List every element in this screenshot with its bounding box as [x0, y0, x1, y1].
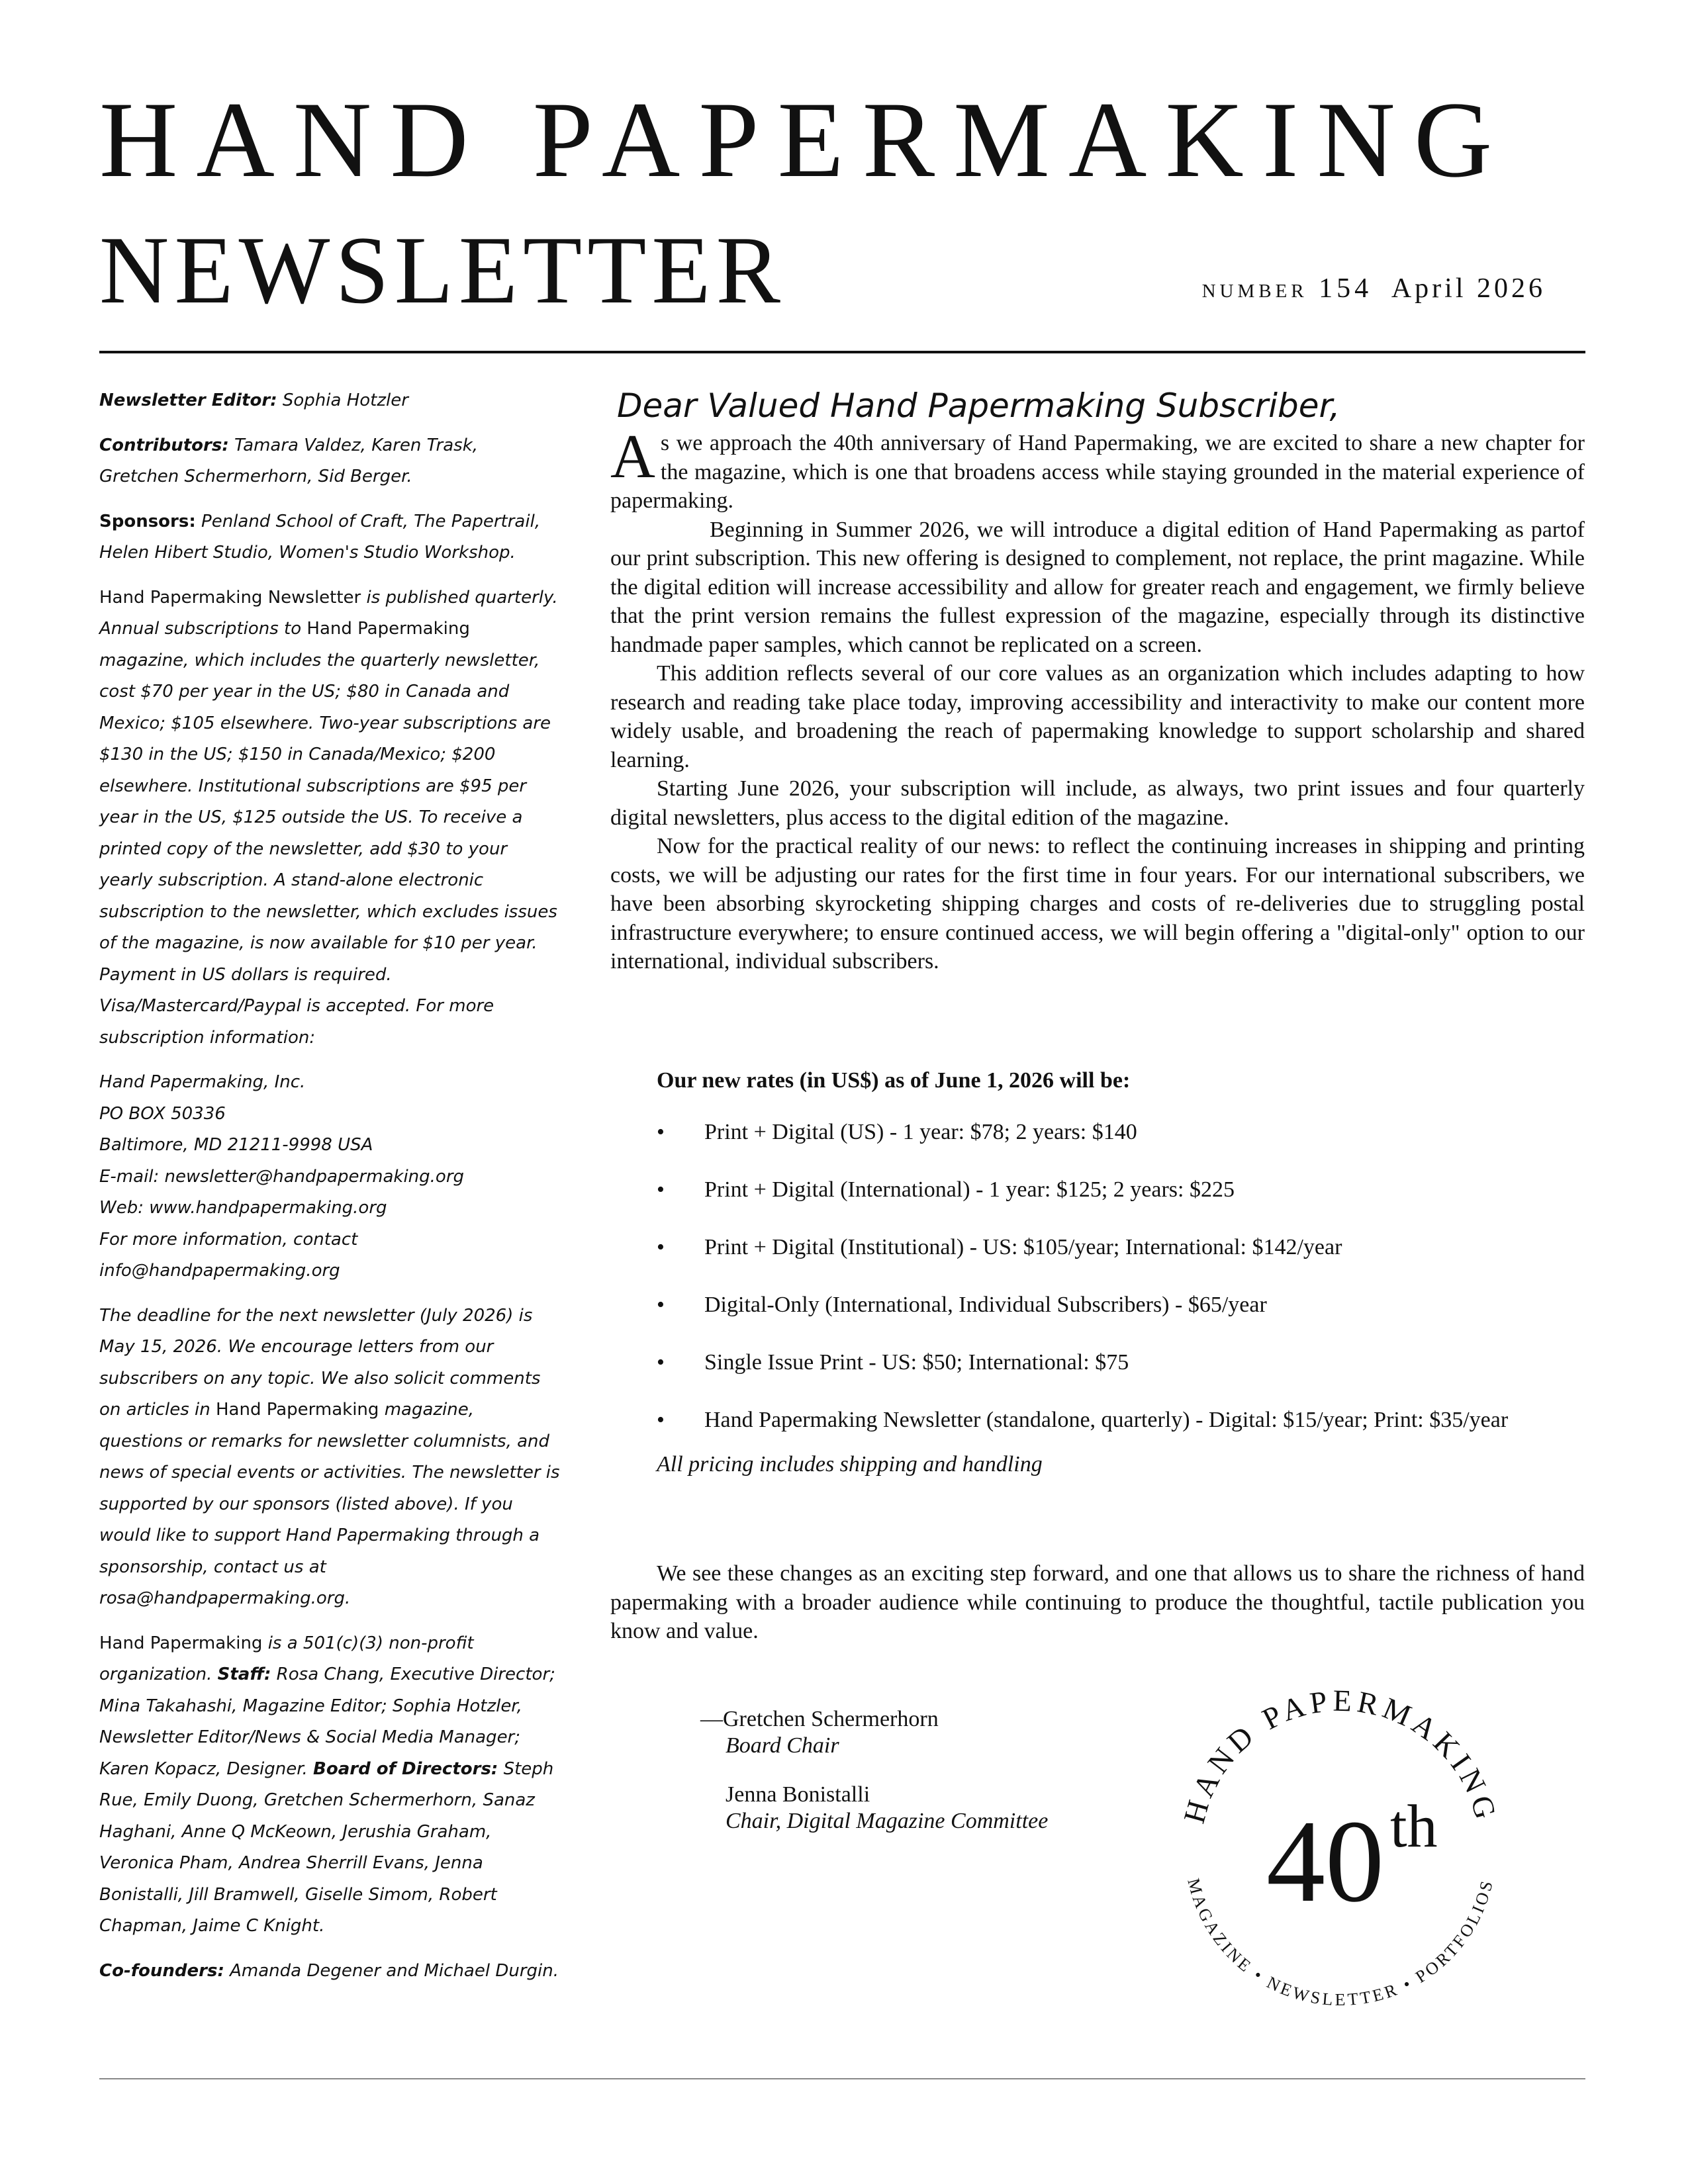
address-line: For more information, contact	[99, 1229, 358, 1250]
signature-role: Board Chair	[726, 1733, 839, 1758]
sponsors-label: Sponsors:	[99, 511, 196, 531]
editor-name: Sophia Hotzler	[282, 390, 408, 410]
deadline-info	[99, 1300, 563, 1615]
bullet-icon: •	[657, 1350, 665, 1375]
rate-item	[657, 1116, 1597, 1173]
signature-name: —Gretchen Schermerhorn	[700, 1707, 939, 1731]
subscription-magazine: Hand Papermaking	[306, 619, 470, 639]
footer-divider	[99, 2078, 1585, 2079]
anniversary-seal	[1152, 1661, 1529, 2038]
contributors-credit	[99, 430, 563, 493]
rate-item	[657, 1346, 1597, 1404]
editor-credit	[99, 385, 563, 417]
subscription-name: Hand Papermaking Newsletter	[99, 587, 361, 608]
contact-address	[99, 1067, 563, 1287]
editor-label: Newsletter Editor:	[99, 390, 277, 410]
staff-label: Staff:	[217, 1664, 271, 1684]
address-line: PO BOX 50336	[99, 1103, 226, 1124]
seal-bottom-text: MAGAZINE • NEWSLETTER • PORTFOLIOS	[1184, 1876, 1497, 2010]
rates-title: Our new rates (in US$) as of June 1, 2026 will be:	[657, 1068, 1131, 1093]
contributors-names: Tamara Valdez, Karen Trask, Gretchen Schermerhorn, Sid Berger.	[99, 435, 479, 486]
deadline-text-1: The deadline for the next newsletter (July 2026) is May 15, 2026. We encourage letters from our subscribers on any topic. We also solicit comments on articles in	[99, 1305, 541, 1420]
rate-text: Print + Digital (US) - 1 year: $78; 2 years: $140	[704, 1120, 1137, 1144]
staff-names: Rosa Chang, Executive Director; Mina Takahashi, Magazine Editor; Sophia Hotzler, Newsletter Editor/News & Social Media Manager; Karen Kopacz, Designer.	[99, 1664, 555, 1779]
letter-paragraph: This addition reflects several of our core values as an organization which includes adapting to how research and reading take place today, improving accessibility and interactivity to make our content more widely usable, and broadening the reach of papermaking knowledge to support scholarship and shared learning.	[610, 661, 1585, 772]
seal-suffix: th	[1390, 1792, 1438, 1860]
letter-greeting: Dear Valued Hand Papermaking Subscriber,	[617, 387, 1340, 425]
org-text: is a 501(c)(3) non-profit organization.	[99, 1633, 474, 1684]
contributors-label: Contributors:	[99, 435, 229, 455]
letter-paragraph	[610, 422, 1585, 516]
signature-name: Jenna Bonistalli	[726, 1782, 870, 1807]
paragraph-text: s we approach the 40th anniversary of Hand Papermaking, we are excited to share a new chapter for the magazine, which is one that broadens access while staying grounded in the material experience of papermaking.	[610, 431, 1585, 513]
sponsors-credit	[99, 506, 563, 569]
address-line: Baltimore, MD 21211-9998 USA	[99, 1135, 373, 1155]
bullet-icon: •	[657, 1235, 665, 1259]
rate-item	[657, 1173, 1597, 1231]
rate-item	[657, 1231, 1597, 1289]
subscription-text-2: magazine, which includes the quarterly newsletter, cost $70 per year in the US; $80 in Canada and Mexico; $105 elsewhere. Two-year subscriptions are $130 in the US; $150 in Canada/Mexico; $200 elsewhere. Institutional subscriptions are $95 per year in the US, $125 outside the US. To receive a printed copy of the newsletter, add $30 to your yearly subscription. A stand-alone electronic subscription to the newsletter, which excludes issues of the magazine, is now available for $10 per year. Payment in US dollars is required. Visa/Mastercard/Paypal is accepted. For more subscription information:	[99, 650, 557, 1048]
masthead-title: HAND PAPERMAKING	[99, 80, 1511, 200]
sponsors-names: Penland School of Craft, The Papertrail, Helen Hibert Studio, Women's Studio Workshop.	[99, 511, 541, 563]
rate-item	[657, 1289, 1597, 1346]
rates-note: All pricing includes shipping and handling	[657, 1452, 1043, 1477]
seal-number: 40	[1266, 1796, 1384, 1927]
rate-text: Print + Digital (International) - 1 year: $125; 2 years: $225	[704, 1177, 1235, 1202]
org-name: Hand Papermaking	[99, 1633, 263, 1653]
rates-section	[657, 1064, 1597, 1481]
rate-text: Print + Digital (Institutional) - US: $105/year; International: $142/year	[704, 1235, 1342, 1259]
issue-number: number 154	[1201, 273, 1373, 304]
letter-paragraph: Now for the practical reality of our news: to reflect the continuing increases in shipping and printing costs, we will be adjusting our rates for the first time in four years. For our international subscribers, we have been absorbing skyrocketing shipping charges and costs of re-deliveries due to struggling postal infrastructure everywhere; to ensure continued access, we will begin offering a "digital-only" option to our international, individual subscribers.	[610, 834, 1585, 974]
web-link[interactable]: Web: www.handpapermaking.org	[99, 1198, 387, 1218]
closing-paragraph: We see these changes as an exciting step forward, and one that allows us to share the richness of hand papermaking with a broader audience while continuing to produce the thoughtful, tactile publication you know and value.	[610, 1561, 1585, 1643]
issue-date: April 2026	[1391, 273, 1546, 304]
seal-top-text: HAND PAPERMAKING	[1176, 1683, 1505, 1827]
sidebar-credits	[99, 385, 563, 2000]
subscription-info	[99, 582, 563, 1054]
address-line: Hand Papermaking, Inc.	[99, 1072, 306, 1092]
signatures	[700, 1706, 1048, 1835]
cofounders-label: Co-founders:	[99, 1960, 224, 1981]
board-label: Board of Directors:	[313, 1758, 498, 1779]
masthead-subtitle: NEWSLETTER	[99, 216, 786, 324]
rate-text: Digital-Only (International, Individual Subscribers) - $65/year	[704, 1293, 1267, 1317]
email-link[interactable]: E-mail: newsletter@handpapermaking.org	[99, 1166, 465, 1187]
letter-body	[610, 383, 1585, 976]
header-divider	[99, 351, 1585, 353]
bullet-icon: •	[657, 1293, 665, 1317]
organization-info	[99, 1628, 563, 1942]
drop-cap: A	[610, 422, 655, 491]
rate-item	[657, 1404, 1597, 1461]
rates-list	[657, 1116, 1597, 1461]
cofounders-credit	[99, 1956, 563, 1987]
bullet-icon: •	[657, 1408, 665, 1432]
cofounders-names: Amanda Degener and Michael Durgin.	[230, 1960, 559, 1981]
signature-role: Chair, Digital Magazine Committee	[726, 1809, 1049, 1833]
deadline-magazine: Hand Papermaking	[215, 1400, 379, 1420]
deadline-text-2: magazine, questions or remarks for newsletter columnists, and news of special events or activities. The newsletter is supported by our sponsors (listed above). If you would like to support Hand Papermaking through a sponsorship, contact us at rosa@handpapermaking.org.	[99, 1400, 560, 1608]
board-names: Steph Rue, Emily Duong, Gretchen Schermerhorn, Sanaz Haghani, Anne Q McKeown, Jerushia Graham, Veronica Pham, Andrea Sherrill Evans, Jenna Bonistalli, Jill Bramwell, Giselle Simom, Robert Chapman, Jaime C Knight.	[99, 1758, 554, 1936]
rate-text: Single Issue Print - US: $50; International: $75	[704, 1350, 1129, 1375]
letter-paragraph: Starting June 2026, your subscription will include, as always, two print issues and four quarterly digital newsletters, plus access to the digital edition of the magazine.	[610, 776, 1585, 830]
bullet-icon: •	[657, 1177, 665, 1202]
info-email-link[interactable]: info@handpapermaking.org	[99, 1261, 340, 1281]
bullet-icon: •	[657, 1120, 665, 1144]
subscription-text-1: is published quarterly. Annual subscriptions to	[99, 587, 558, 639]
letter-paragraph: Beginning in Summer 2026, we will introduce a digital edition of Hand Papermaking as partof our print subscription. This new offering is designed to complement, not replace, the print magazine. While the digital edition will increase accessibility and allow for greater reach and engagement, we firmly believe that the print version remains the fullest expression of the magazine, especially through its distinctive handmade paper samples, which cannot be replicated on a screen.	[610, 517, 1585, 657]
rate-text: Hand Papermaking Newsletter (standalone, quarterly) - Digital: $15/year; Print: $35/year	[704, 1408, 1509, 1432]
issue-info	[1202, 273, 1546, 304]
